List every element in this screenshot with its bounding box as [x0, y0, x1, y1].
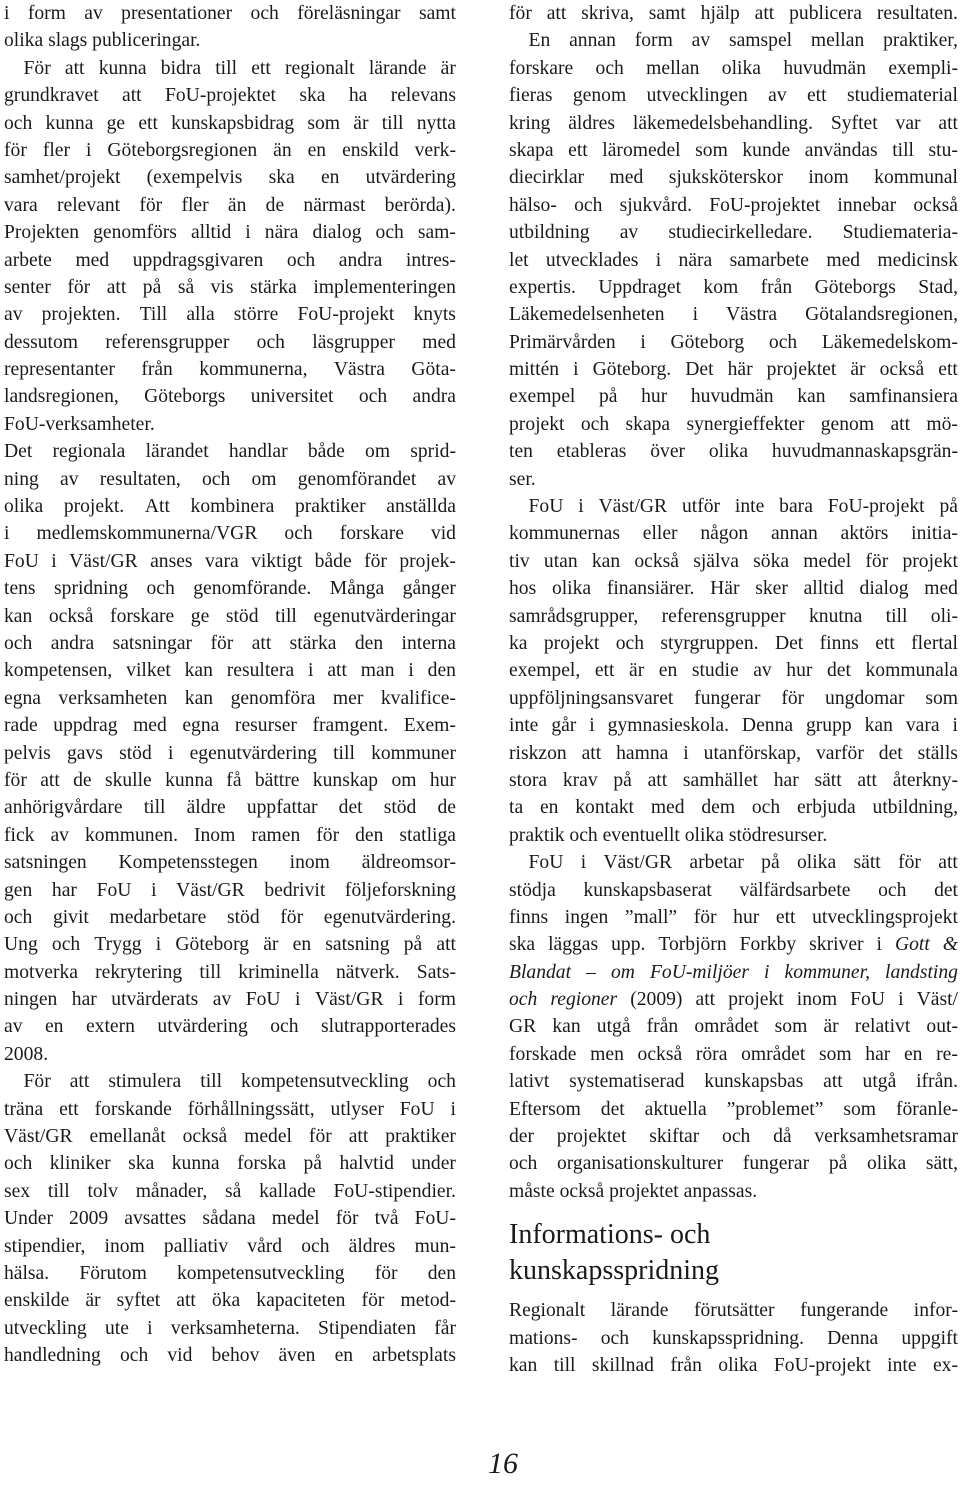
text-line: ningen har utvärderats av FoU i Väst/GR i form	[4, 989, 456, 1011]
text-line: utveckling ute i verksamheterna. Stipendiaten får	[4, 1317, 456, 1339]
left-column	[4, 0, 456, 1370]
paragraph	[4, 55, 456, 1068]
text-line: En annan form av samspel mellan praktiker,	[528, 30, 958, 52]
text-line: i form av presentationer och föreläsningar samt	[4, 3, 456, 24]
text-line: och organisationskulturer fungerar på olika sätt,	[509, 1153, 958, 1175]
text-line: i medlemskommunerna/VGR och forskare vid	[4, 523, 456, 545]
text-line: vara relevant för fler än de närmast berörda).	[4, 194, 456, 216]
text-line: diecirklar med sjuksköterskor inom kommunal	[509, 167, 958, 189]
text-line: ka projekt och styrgruppen. Det finns ett flertal	[509, 632, 958, 654]
text-line: och givit medarbetare stöd för egenutvärdering.	[4, 906, 456, 928]
right-column-text-after-heading	[509, 1297, 958, 1379]
text-line: tens spridning och genomförande. Många gånger	[4, 578, 456, 600]
text-line: ten etableras över olika huvudmannaskapsgrän-	[509, 441, 958, 463]
text-line: pelvis gavs stöd i egenutvärdering till kommuner	[4, 742, 456, 764]
text-line: Blandat – om FoU-miljöer i kommuner, landsting	[509, 961, 958, 983]
text-line: anhörigvårdare till äldre uppfattar det stöd de	[4, 797, 456, 819]
text-line: stora krav på att samhället har sätt att återkny-	[509, 769, 958, 791]
text-line: mittén i Göteborg. Det här projektet är också ett	[509, 359, 958, 381]
text-line: uppföljningsansvaret fungerar för ungdomar som	[509, 687, 958, 709]
text-line: ska läggas upp. Torbjörn Forkby skriver i Gott &	[509, 934, 958, 956]
text-line: olika projekt. Att kombinera praktiker anställda	[4, 496, 456, 518]
text-line: träna ett forskande förhållningssätt, utlyser FoU i	[4, 1098, 456, 1120]
text-line: ser.	[509, 468, 536, 490]
text-line: och kliniker ska kunna forska på halvtid under	[4, 1153, 456, 1175]
text-line: exempel, ett är en studie av hur det kommunala	[509, 660, 958, 682]
text-line: Väst/GR emellanåt också medel för att praktiker	[4, 1126, 456, 1148]
text-line: forskare och mellan olika huvudmän exempli-	[509, 57, 958, 79]
text-line: finns ingen ”mall” för hur ett utvecklingsprojekt	[509, 906, 958, 928]
text-line: För att stimulera till kompetensutveckling och	[23, 1071, 456, 1093]
section-heading-line-1: Informations- och	[509, 1219, 711, 1251]
text-line: för att de skulle kunna få bättre kunskap om hur	[4, 769, 456, 791]
page-number: 16	[488, 1447, 518, 1480]
text-line: expertis. Uppdraget kom från Göteborgs Stad,	[509, 276, 958, 298]
text-line: kan också forskare ge stöd till egenutvärderingar	[4, 605, 456, 627]
text-line: rade uppdrag med egna resurser framgent. Exem-	[4, 715, 456, 737]
text-line: av projekten. Till alla större FoU-projekt knyts	[4, 304, 456, 326]
text-line: kring äldres läkemedelsbehandling. Syftet var att	[509, 112, 958, 134]
text-line: För att kunna bidra till ett regionalt lärande är	[23, 57, 456, 79]
text-line: Primärvården i Göteborg och Läkemedelskom-	[509, 331, 958, 353]
text-line: utbildning av studiecirkelledare. Studiemateria-	[509, 222, 958, 244]
text-line: och kunna ge ett kunskapsbidrag som är till nytta	[4, 112, 456, 134]
text-line: forskade men också röra området som har en re-	[509, 1043, 958, 1065]
text-line: Ung och Trygg i Göteborg är en satsning på att	[4, 934, 456, 956]
text-line: handledning och vid behov även en arbetsplats	[4, 1345, 456, 1367]
right-column	[509, 0, 958, 1379]
text-line: för att skriva, samt hjälp att publicera resultaten.	[509, 3, 958, 24]
text-line: 2008.	[4, 1043, 49, 1065]
text-line: satsningen Kompetensstegen inom äldreomsor-	[4, 852, 456, 874]
section-heading-line-2: kunskapsspridning	[509, 1255, 719, 1287]
text-line: gen har FoU i Väst/GR bedrivit följeforskning	[4, 879, 456, 901]
text-line: lativt systematiserad kunskapsbas att utgå ifrån.	[509, 1071, 958, 1093]
paragraph	[509, 1297, 958, 1379]
text-line: dessutom referensgrupper och läsgrupper med	[4, 331, 456, 353]
text-line: FoU i Väst/GR utför inte bara FoU-projekt på	[528, 496, 958, 518]
text-line: stödja kunskapsbaserat välfärdsarbete och det	[509, 879, 958, 901]
text-line: ning av resultaten, och om genomförandet av	[4, 468, 456, 490]
text-line: och regioner (2009) att projekt inom FoU i Väst/	[509, 989, 958, 1011]
text-line: kan till skillnad från olika FoU-projekt inte ex-	[509, 1354, 958, 1376]
text-line: av en extern utvärdering och slutrapporterades	[4, 1016, 456, 1038]
text-line: senter för att på så vis stärka implementeringen	[4, 276, 456, 298]
text-line: fieras genom utvecklingen av ett studiematerial	[509, 85, 958, 107]
text-line: sex till tolv månader, så kallade FoU-stipendier.	[4, 1180, 456, 1202]
text-line: arbete med uppdragsgivaren och andra intres-	[4, 249, 456, 271]
text-line: GR kan utgå från området som är relativt out-	[509, 1016, 958, 1038]
text-line: praktik och eventuellt olika stödresurser.	[509, 824, 828, 846]
text-line: ta en kontakt med dem och erbjuda utbildning,	[509, 797, 958, 819]
text-line: egna verksamheten kan genomföra mer kvalifice-	[4, 687, 456, 709]
text-line: fick av kommunen. Inom ramen för den statliga	[4, 824, 456, 846]
text-line: skapa ett läromedel som kunde användas till stu-	[509, 139, 958, 161]
text-line: mations- och kunskapsspridning. Denna uppgift	[509, 1327, 958, 1349]
text-line: let utvecklades i nära samarbete med medicinsk	[509, 249, 958, 271]
text-line: FoU i Väst/GR arbetar på olika sätt för att	[528, 852, 958, 874]
text-line: inte går i gymnasieskola. Denna grupp kan vara i	[509, 715, 958, 737]
text-line: FoU-verksamheter.	[4, 413, 155, 435]
text-line: hälsa. Förutom kompetensutveckling för den	[4, 1262, 456, 1284]
text-line: grundkravet att FoU-projektet ska ha relevans	[4, 85, 456, 107]
text-line: Det regionala lärandet handlar både om sprid-	[4, 441, 456, 463]
text-line: representanter från kommunerna, Västra Göta-	[4, 359, 456, 381]
text-line: motverka rekrytering till kriminella nätverk. Sats-	[4, 961, 456, 983]
right-column-text-before-heading	[509, 0, 958, 1205]
text-line: der projektet skiftar och då verksamhetsramar	[509, 1126, 958, 1148]
text-line: kommunernas eller någon annan aktörs initia-	[509, 523, 958, 545]
text-line: projekt och skapa synergieffekter genom att mö-	[509, 413, 958, 435]
text-line: landsregionen, Göteborgs universitet och andra	[4, 386, 456, 408]
text-line: olika slags publiceringar.	[4, 30, 201, 52]
text-line: samrådsgrupper, referensgrupper knutna till oli-	[509, 605, 958, 627]
text-line: hälso- och sjukvård. FoU-projektet innebar också	[509, 194, 958, 216]
text-line: stipendier, inom palliativ vård och äldres mun-	[4, 1235, 456, 1257]
text-line: riskzon att hamna i utanförskap, varför det ställs	[509, 742, 958, 764]
paragraph	[4, 1068, 456, 1369]
section-heading	[509, 1217, 958, 1289]
text-line: Eftersom det aktuella ”problemet” som föranle-	[509, 1098, 958, 1120]
text-line: tiv utan kan också själva söka medel för projekt	[509, 550, 958, 572]
paragraph	[4, 0, 456, 55]
text-line: Läkemedelsenheten i Västra Götalandsregionen,	[509, 304, 958, 326]
text-line: för fler i Göteborgsregionen än en enskild verk-	[4, 139, 456, 161]
text-line: exempel på hur huvudmän kan samfinansiera	[509, 386, 958, 408]
text-line: enskilde är syftet att öka kapaciteten för metod-	[4, 1290, 456, 1312]
text-line: samhet/projekt (exempelvis ska en utvärdering	[4, 167, 456, 189]
text-line: FoU i Väst/GR anses vara viktigt både för projek-	[4, 550, 456, 572]
text-line: kompetensen, vilket kan resultera i att man i den	[4, 660, 456, 682]
text-line: måste också projektet anpassas.	[509, 1180, 758, 1202]
text-line: Under 2009 avsattes sådana medel för två FoU-	[4, 1208, 456, 1230]
text-line: Projekten genomförs alltid i nära dialog och sam-	[4, 222, 456, 244]
text-line: och andra satsningar för att stärka den interna	[4, 632, 456, 654]
paragraph	[509, 849, 958, 1205]
text-line: Regionalt lärande förutsätter fungerande infor-	[509, 1300, 958, 1322]
paragraph	[509, 0, 958, 493]
text-line: hos olika finansiärer. Här sker alltid dialog med	[509, 578, 958, 600]
paragraph	[509, 493, 958, 849]
